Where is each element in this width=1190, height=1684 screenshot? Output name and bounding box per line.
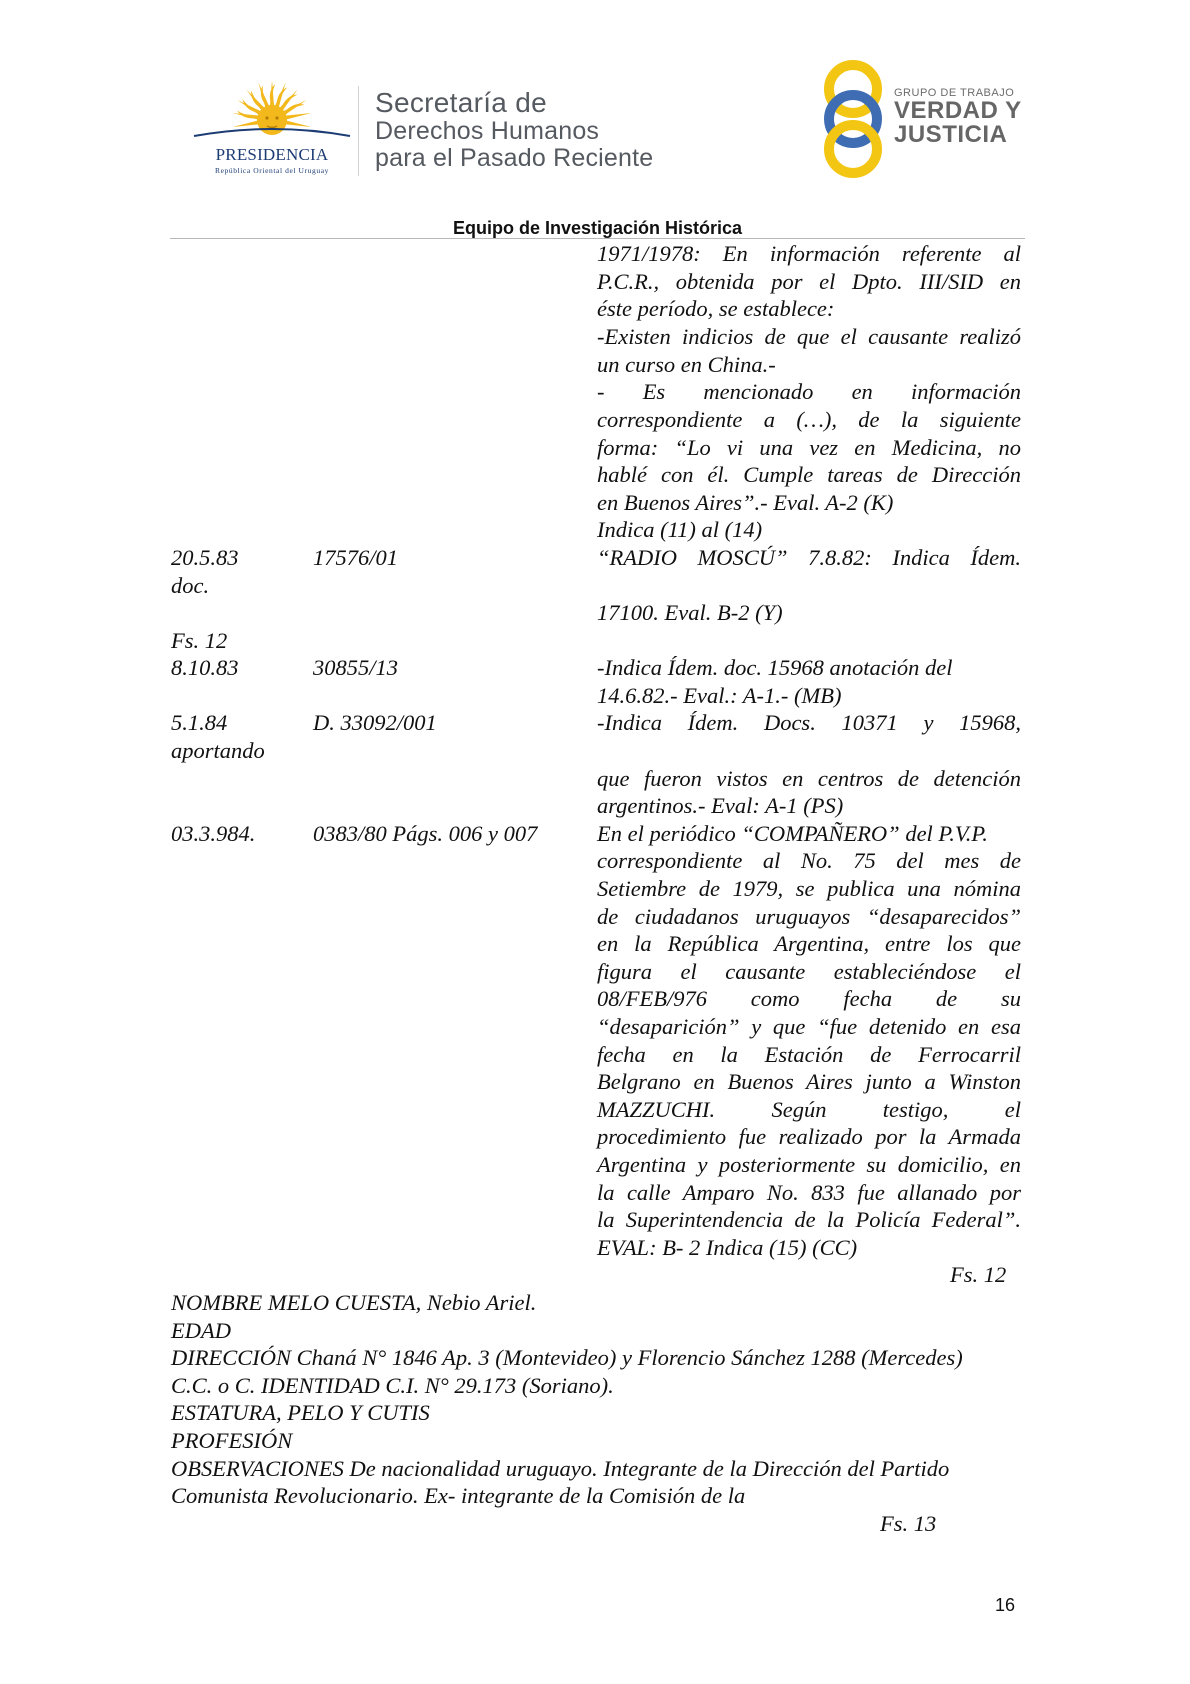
entry-1-folio: Fs. 12 — [171, 628, 228, 653]
entry-0-line-1: 1971/1978: En información referente al — [597, 241, 1021, 266]
record-line-observaciones-1: OBSERVACIONES De nacionalidad uruguayo. Integrante de la Dirección del Partido — [171, 1456, 950, 1481]
entry-3-doc: D. 33092/001 — [313, 710, 437, 735]
entry-4-line-7: 08/FEB/976 como fecha de su — [597, 986, 1021, 1011]
entry-4-line-4: de ciudadanos uruguayos “desaparecidos” — [597, 904, 1021, 929]
entry-4-date: 03.3.984. — [171, 821, 256, 846]
record-line-observaciones-2: Comunista Revolucionario. Ex- integrante de la Comisión de la — [171, 1483, 746, 1508]
team-title: Equipo de Investigación Histórica — [452, 218, 743, 238]
entry-0-line-2: P.C.R., obtenida por el Dpto. III/SID en — [597, 269, 1021, 294]
entry-4-line-3: Setiembre de 1979, se publica una nómina — [597, 876, 1021, 901]
entry-3-date: 5.1.84 — [171, 710, 228, 735]
entry-0-line-5: un curso en China.- — [597, 352, 776, 377]
secretaria-line3: para el Pasado Reciente — [375, 144, 654, 172]
secretaria-line2: Derechos Humanos — [375, 117, 600, 145]
entry-4-line-5: en la República Argentina, entre los que — [597, 931, 1021, 956]
entry-1-line-1: “RADIO MOSCÚ” 7.8.82: Indica Ídem. — [597, 545, 1021, 570]
entry-0-line-10: en Buenos Aires”.- Eval. A-2 (K) — [597, 490, 894, 515]
entry-3-line-1: -Indica Ídem. Docs. 10371 y 15968, — [597, 710, 1021, 735]
entry-4-line-16: EVAL: B- 2 Indica (15) (CC) — [597, 1235, 858, 1260]
entry-4-line-14: la calle Amparo No. 833 fue allanado por — [597, 1180, 1021, 1205]
entry-0-line-8: forma: “Lo vi una vez en Medicina, no — [597, 435, 1021, 460]
entry-4-line-8: “desaparición” y que “fue detenido en esa — [597, 1014, 1021, 1039]
entry-2-doc: 30855/13 — [313, 655, 399, 680]
entry-0-line-4: -Existen indicios de que el causante realizó — [597, 324, 1021, 349]
record-line-direccion: DIRECCIÓN Chaná N° 1846 Ap. 3 (Montevideo) y Florencio Sánchez 1288 (Mercedes) — [171, 1345, 963, 1370]
record-line-identidad: C.C. o C. IDENTIDAD C.I. N° 29.173 (Soriano). — [171, 1373, 614, 1398]
header-rule — [170, 238, 1025, 239]
presidencia-subtitle: República Oriental del Uruguay — [214, 166, 329, 175]
secretaria-logo-text — [375, 88, 653, 172]
entry-4-line-1: En el periódico “COMPAÑERO” del P.V.P. — [597, 821, 988, 846]
entry-4-line-13: Argentina y posteriormente su domicilio, en — [597, 1152, 1021, 1177]
record-line-profesion: PROFESIÓN — [171, 1428, 293, 1453]
entry-0-line-3: éste período, se establece: — [597, 296, 835, 321]
entry-1-date: 20.5.83 — [171, 545, 239, 570]
entry-3-extra-left: aportando — [171, 738, 265, 763]
entry-1-continuation: 17100. Eval. B-2 (Y) — [597, 600, 783, 625]
entry-4-line-9: fecha en la Estación de Ferrocarril — [597, 1042, 1021, 1067]
entry-3-continuation-1: que fueron vistos en centros de detención — [597, 766, 1021, 791]
folio-right: Fs. 12 — [950, 1262, 1007, 1287]
header-divider — [358, 86, 359, 176]
entry-0-line-6: - Es mencionado en información — [597, 379, 1021, 404]
entry-4-line-12: procedimiento fue realizado por la Armada — [597, 1124, 1021, 1149]
sun-icon — [192, 78, 352, 144]
entry-2-line-2: 14.6.82.- Eval.: A-1.- (MB) — [597, 683, 842, 708]
presidencia-logo — [192, 78, 352, 174]
entry-1-doc: 17576/01 — [313, 545, 399, 570]
entry-2-date: 8.10.83 — [171, 655, 239, 680]
entry-0-line-9: hablé con él. Cumple tareas de Dirección — [597, 462, 1021, 487]
entry-4-line-6: figura el causante estableciéndose el — [597, 959, 1021, 984]
record-folio: Fs. 13 — [880, 1511, 937, 1536]
grupo-line1: GRUPO DE TRABAJO — [894, 87, 1015, 99]
entry-4-doc: 0383/80 Págs. 006 y 007 — [313, 821, 538, 846]
record-line-edad: EDAD — [171, 1318, 231, 1343]
record-line-nombre: NOMBRE MELO CUESTA, Nebio Ariel. — [171, 1290, 537, 1315]
entry-0-line-11: Indica (11) al (14) — [597, 517, 763, 542]
secretaria-line1: Secretaría de — [375, 87, 547, 118]
grupo-line3: JUSTICIA — [894, 121, 1008, 148]
entry-2-line-1: -Indica Ídem. doc. 15968 anotación del — [597, 655, 953, 680]
record-line-estatura: ESTATURA, PELO Y CUTIS — [171, 1400, 430, 1425]
grupo-line2: VERDAD Y — [894, 97, 1022, 124]
presidencia-name: PRESIDENCIA — [215, 145, 329, 164]
entry-3-continuation-2: argentinos.- Eval: A-1 (PS) — [597, 793, 844, 818]
page-number: 16 — [995, 1595, 1016, 1615]
grupo-trabajo-text — [894, 87, 1022, 147]
entry-4-line-11: MAZZUCHI. Según testigo, el — [597, 1097, 1021, 1122]
entry-1-extra-left: doc. — [171, 573, 210, 598]
entry-4-line-10: Belgrano en Buenos Aires junto a Winston — [597, 1069, 1021, 1094]
entry-4-line-2: correspondiente al No. 75 del mes de — [597, 848, 1021, 873]
entry-0-line-7: correspondiente a (…), de la siguiente — [597, 407, 1021, 432]
entry-4-line-15: la Superintendencia de la Policía Federal”. — [597, 1207, 1021, 1232]
